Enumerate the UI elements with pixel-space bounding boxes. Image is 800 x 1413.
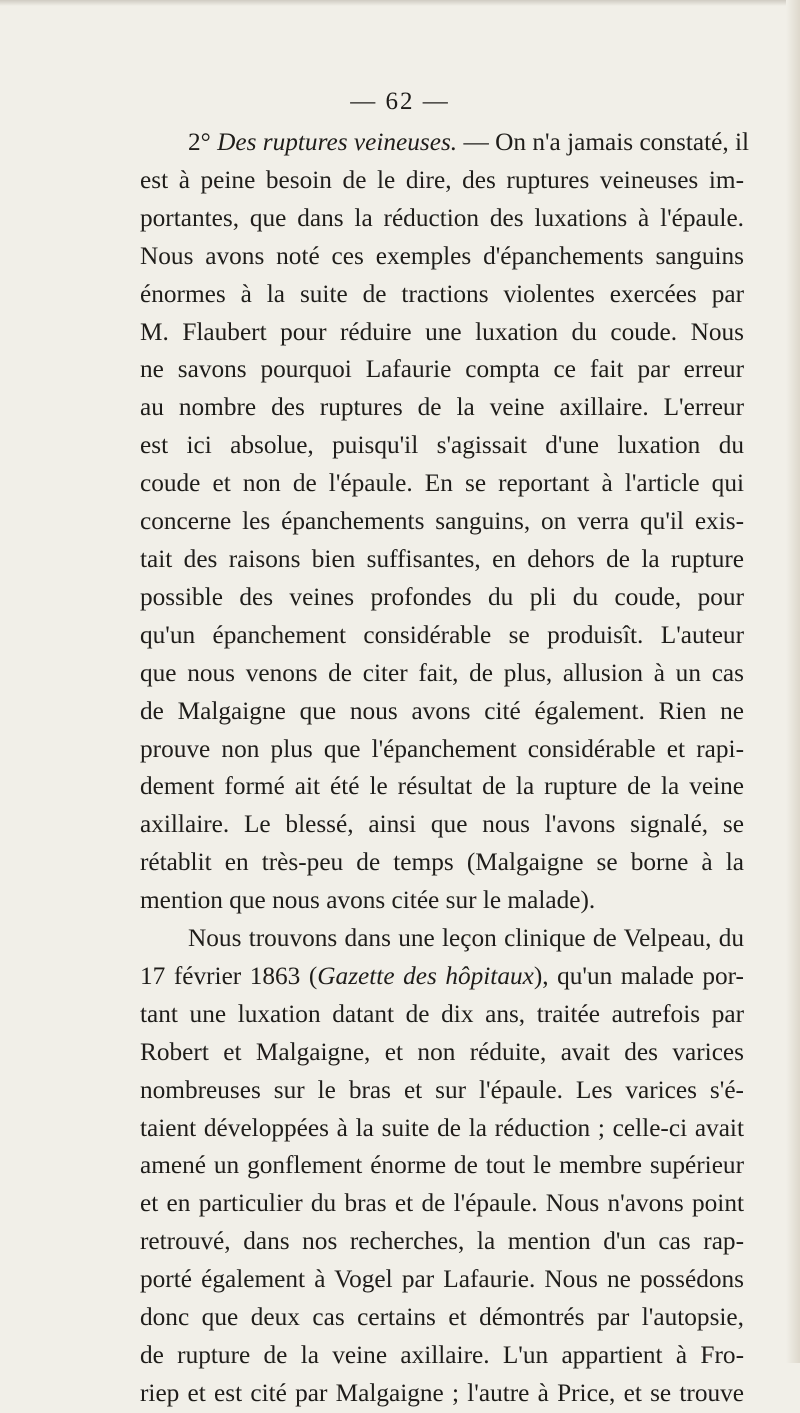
text-line: donc que deux cas certains et démontrés par l'autopsie, bbox=[140, 1303, 744, 1332]
text-line: amené un gonflement énorme de tout le membre supérieur bbox=[140, 1151, 744, 1180]
text-line: Nous avons noté ces exemples d'épanchements sanguins bbox=[140, 241, 744, 270]
text-line: de Malgaigne que nous avons cité également. Rien ne bbox=[140, 696, 744, 725]
text-line: qu'un épanchement considérable se produisît. L'auteur bbox=[140, 620, 744, 649]
text-line-content: ), qu'un malade por- bbox=[533, 961, 744, 990]
text-line: prouve non plus que l'épanchement considérable et rapi- bbox=[140, 734, 744, 763]
section-number: 2° bbox=[188, 128, 211, 156]
text-line: mention que nous avons citée sur le malade). bbox=[140, 886, 596, 915]
page-body bbox=[140, 124, 750, 1413]
text-line: nombreuses sur le bras et sur l'épaule. Les varices s'é- bbox=[140, 1075, 744, 1104]
page-top-edge bbox=[0, 0, 800, 6]
text-line: axillaire. Le blessé, ainsi que nous l'avons signalé, se bbox=[140, 810, 744, 839]
section-heading: Des ruptures veineuses. bbox=[217, 128, 458, 156]
text-line-content: 17 février 1863 ( bbox=[140, 961, 318, 990]
text-line: coude et non de l'épaule. En se reportant à l'article qui bbox=[140, 469, 744, 498]
text-line: Robert et Malgaigne, et non réduite, avait des varices bbox=[140, 1037, 744, 1066]
text-line: taient développées à la suite de la réduction ; celle-ci avait bbox=[140, 1113, 744, 1142]
text-line bbox=[140, 124, 750, 162]
text-line: énormes à la suite de tractions violentes exercées par bbox=[140, 279, 744, 308]
citation-title: Gazette des hôpitaux bbox=[317, 961, 534, 990]
text-line: retrouvé, dans nos recherches, la mention d'un cas rap- bbox=[140, 1227, 744, 1256]
text-line: tait des raisons bien suffisantes, en dehors de la rupture bbox=[140, 544, 744, 573]
text-line: dement formé ait été le résultat de la rupture de la veine bbox=[140, 772, 744, 801]
text-line: Nous trouvons dans une leçon clinique de Velpeau, du bbox=[188, 924, 744, 953]
text-line: possible des veines profondes du pli du coude, pour bbox=[140, 582, 744, 611]
paragraph-velpeau-case bbox=[140, 920, 744, 1413]
text-line: portantes, que dans la réduction des luxations à l'épaule. bbox=[140, 203, 744, 232]
text-line: concerne les épanchements sanguins, on verra qu'il exis- bbox=[140, 507, 744, 536]
paragraph-venous-ruptures bbox=[140, 124, 750, 920]
page-number: — 62 — bbox=[350, 88, 450, 115]
page-right-edge bbox=[786, 0, 800, 1363]
text-line: rétablit en très-peu de temps (Malgaigne se borne à la bbox=[140, 848, 744, 877]
text-line: tant une luxation datant de dix ans, traitée autrefois par bbox=[140, 999, 744, 1028]
text-line: porté également à Vogel par Lafaurie. Nous ne possédons bbox=[140, 1265, 744, 1294]
text-line: et en particulier du bras et de l'épaule. Nous n'avons point bbox=[140, 1189, 744, 1218]
text-line: ne savons pourquoi Lafaurie compta ce fait par erreur bbox=[140, 355, 744, 384]
text-line: de rupture de la veine axillaire. L'un appartient à Fro- bbox=[140, 1341, 744, 1369]
text-line: est ici absolue, puisqu'il s'agissait d'une luxation du bbox=[140, 431, 744, 460]
text-line: M. Flaubert pour réduire une luxation du coude. Nous bbox=[140, 317, 744, 346]
text-line: au nombre des ruptures de la veine axillaire. L'erreur bbox=[140, 393, 744, 422]
text-line bbox=[140, 958, 744, 996]
text-line: riep et est cité par Malgaigne ; l'autre à Price, et se trouve bbox=[140, 1378, 744, 1407]
text-line: que nous venons de citer fait, de plus, allusion à un cas bbox=[140, 658, 744, 687]
text-line: est à peine besoin de le dire, des ruptures veineuses im- bbox=[140, 165, 744, 194]
text-line-content: — On n'a jamais constaté, il bbox=[457, 128, 750, 156]
